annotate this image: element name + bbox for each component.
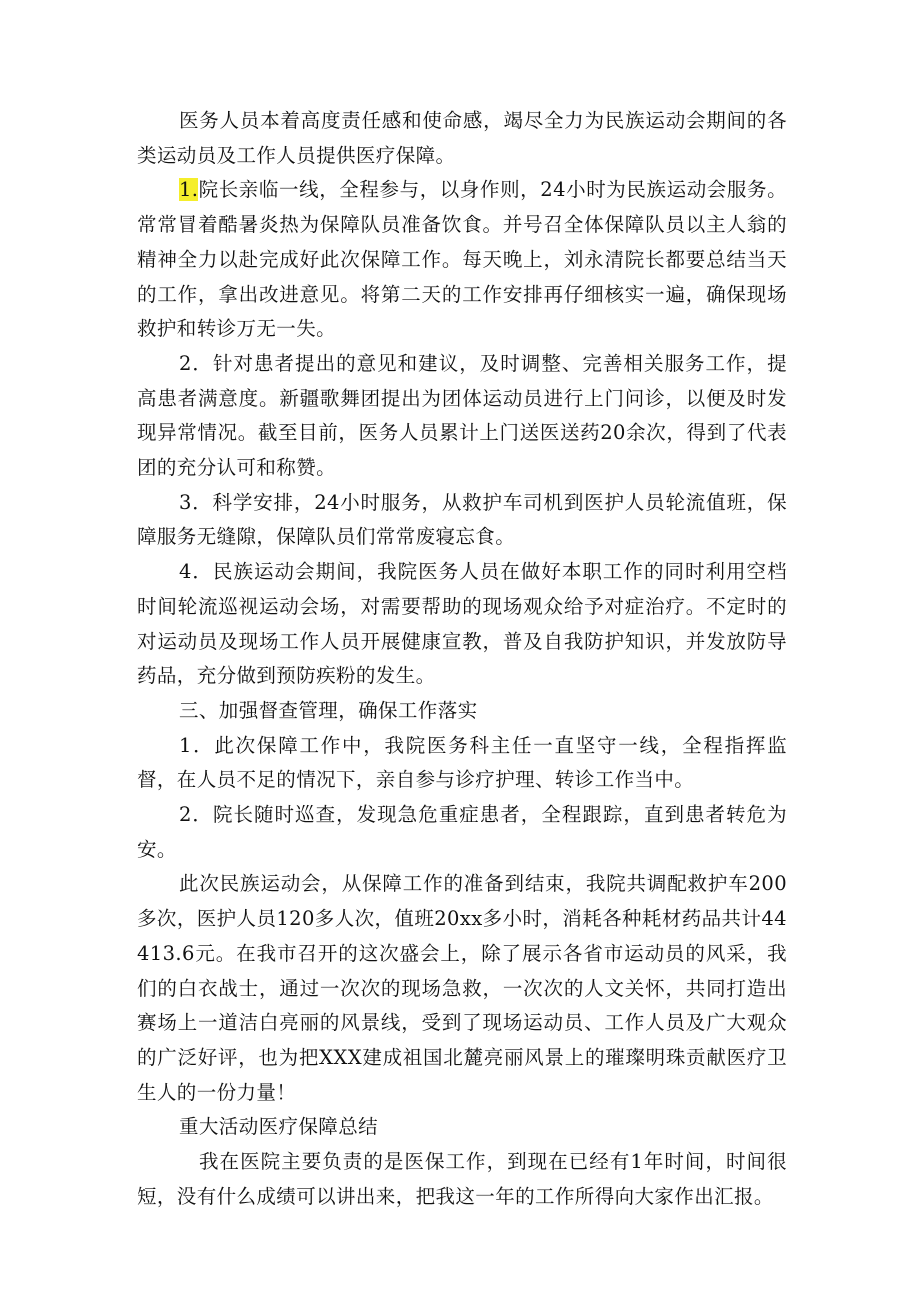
paragraph-report: 我在医院主要负责的是医保工作，到现在已经有1年时间，时间很短，没有什么成绩可以讲出来，把我这一年的工作所得向大家作出汇报。 bbox=[137, 1150, 787, 1208]
section-heading-supervision: 三、加强督查管理，确保工作落实 bbox=[179, 698, 478, 722]
paragraph-item-2: 2．针对患者提出的意见和建议，及时调整、完善相关服务工作，提高患者满意度。新疆歌舞团提出为团体运动员进行上门问诊，以便及时发现异常情况。截至目前，医务人员累计上门送医送药20余次，得到了代表团的充分认可和称赞。 bbox=[137, 351, 787, 480]
document-body bbox=[137, 104, 787, 1215]
paragraph-supervision-2: 2．院长随时巡查，发现急危重症患者，全程跟踪，直到患者转危为安。 bbox=[137, 803, 787, 861]
paragraph-item-1 bbox=[137, 173, 787, 347]
item-1-text: 院长亲临一线，全程参与，以身作则，24小时为民族运动会服务。常常冒着酷暑炎热为保障队员准备饮食。并号召全体保障队员以主人翁的精神全力以赴完成好此次保障工作。每天晚上，刘永清院长都要总结当天的工作，拿出改进意见。将第二天的工作安排再仔细核实一遍，确保现场救护和转诊万无一失。 bbox=[137, 178, 787, 341]
paragraph-summary: 此次民族运动会，从保障工作的准备到结束，我院共调配救护车200多次，医护人员120多人次，值班20xx多小时，消耗各种耗材药品共计44413.6元。在我市召开的这次盛会上，除了展示各省市运动员的风采，我们的白衣战士，通过一次次的现场急救，一次次的人文关怀，共同打造出赛场上一道洁白亮丽的风景线，受到了现场运动员、工作人员及广大观众的广泛好评，也为把XXX建成祖国北麓亮丽风景上的璀璨明珠贡献医疗卫生人的一份力量！ bbox=[137, 872, 787, 1104]
highlighted-item-number: 1. bbox=[179, 178, 199, 202]
paragraph-intro: 医务人员本着高度责任感和使命感，竭尽全力为民族运动会期间的各类运动员及工作人员提供医疗保障。 bbox=[137, 109, 787, 167]
paragraph-item-3: 3．科学安排，24小时服务，从救护车司机到医护人员轮流值班，保障服务无缝隙，保障队员们常常废寝忘食。 bbox=[137, 490, 787, 549]
section-title-summary: 重大活动医疗保障总结 bbox=[179, 1115, 379, 1139]
paragraph-supervision-1: 1．此次保障工作中，我院医务科主任一直坚守一线，全程指挥监督，在人员不足的情况下，亲自参与诊疗护理、转诊工作当中。 bbox=[137, 733, 787, 792]
paragraph-item-4: 4．民族运动会期间，我院医务人员在做好本职工作的同时利用空档时间轮流巡视运动会场，对需要帮助的现场观众给予对症治疗。不定时的对运动员及现场工作人员开展健康宣教，普及自我防护知识，并发放防导药品，充分做到预防疾粉的发生。 bbox=[137, 560, 787, 688]
